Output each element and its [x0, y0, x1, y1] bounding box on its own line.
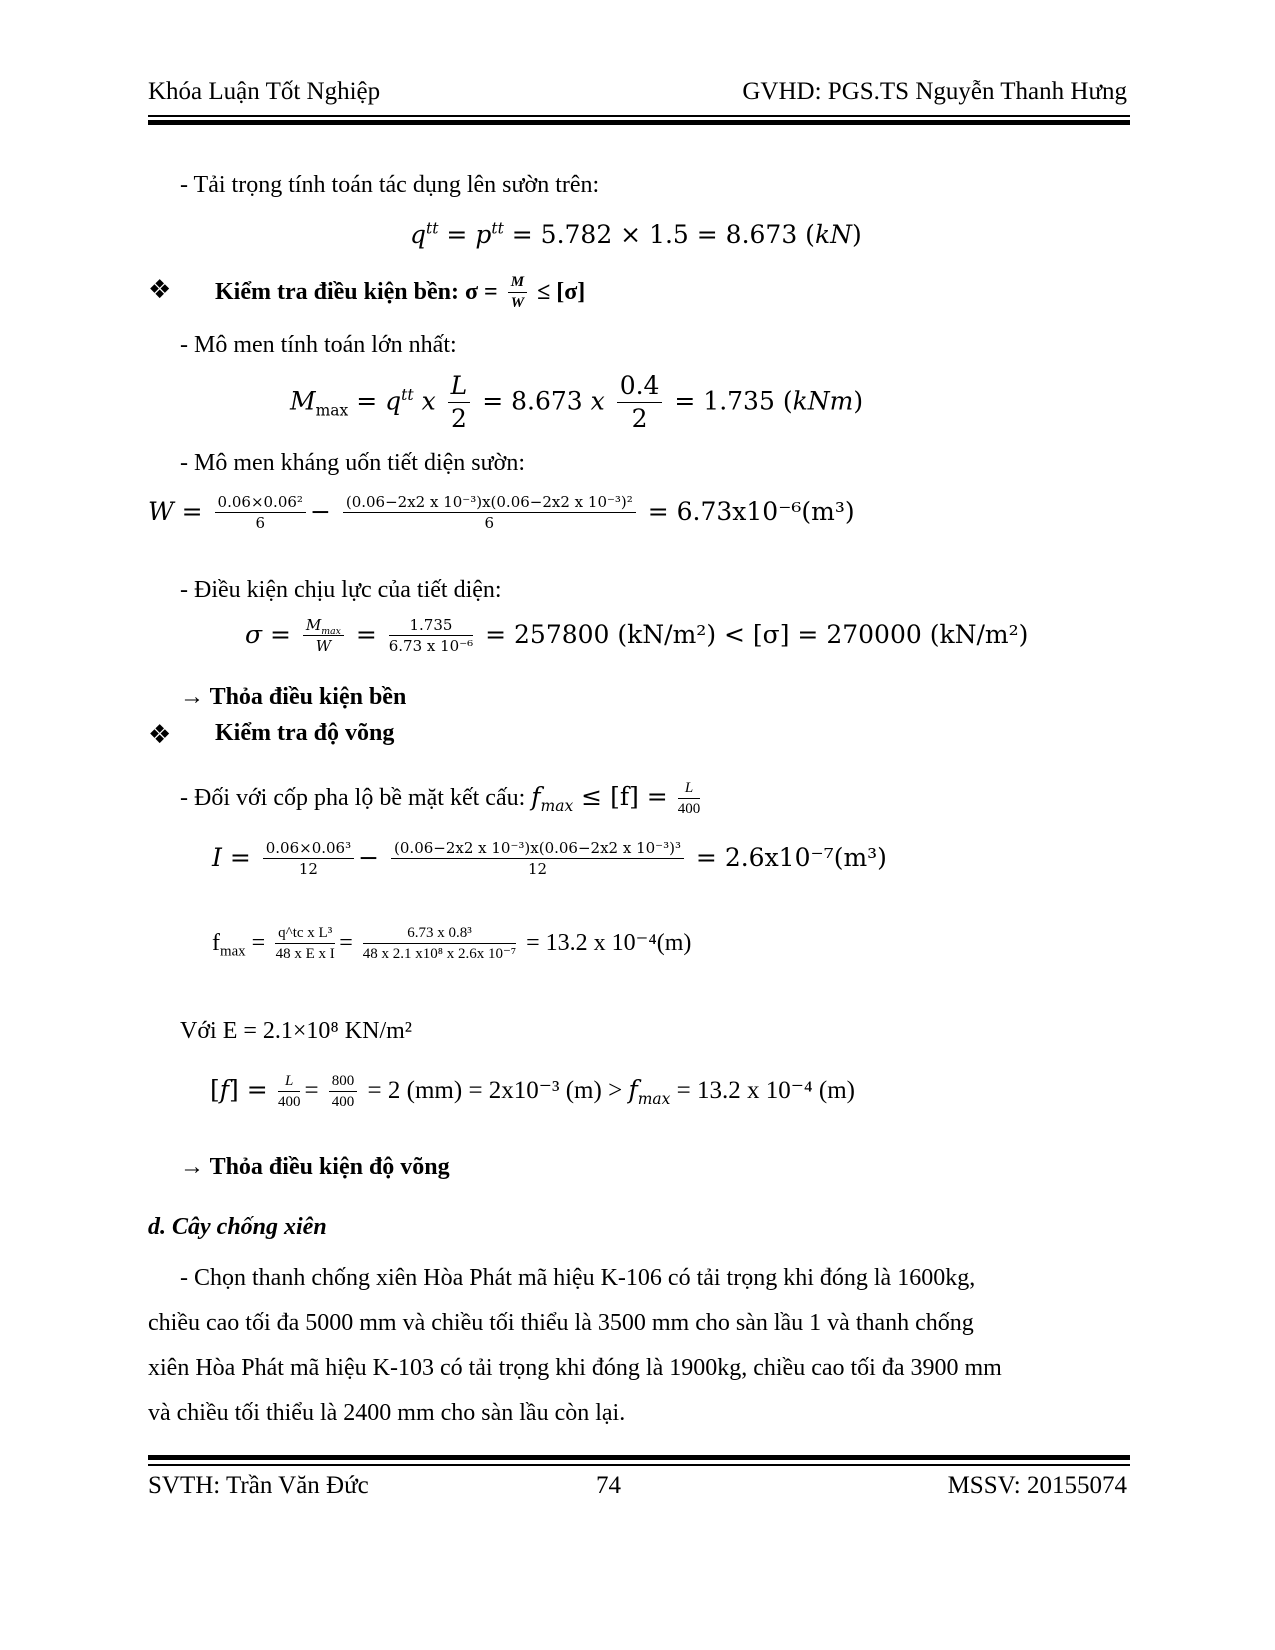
header-right: GVHD: PGS.TS Nguyễn Thanh Hưng — [742, 78, 1127, 105]
bullet-diamond-icon: ❖ — [148, 720, 172, 750]
paragraph-line: - Chọn thanh chống xiên Hòa Phát mã hiệu K-106 có tải trọng khi đóng là 1600kg, — [180, 1265, 976, 1291]
bullet-diamond-icon: ❖ — [148, 275, 172, 305]
section-heading-d: d. Cây chống xiên — [148, 1214, 327, 1240]
equation-w: W = $\frac{\text{0.06×0.06²}}{6}$ − $\frac{\text{(0.06−2x2 x 10⁻³)x(0.06−2x2 x 10⁻³)²}}{6}$ = 6.73x10⁻⁶(m³) — [148, 493, 855, 533]
heading-deflection-check: Kiểm tra độ võng — [215, 720, 395, 746]
equation-deflection-final: [f] = $\frac{L}{400}$ = $\frac{800}{400}$ = 2 (mm) = 2x10⁻³ $(m) > f_{max} = 13.2$ x 10⁻⁴ (m) — [210, 1073, 855, 1111]
paragraph-line: xiên Hòa Phát mã hiệu K-103 có tải trọng khi đóng là 1900kg, chiều cao tối đa 3900 mm — [148, 1355, 1002, 1381]
equation-f-max: $f_{max}$ = $\frac{\text{q\textasciicircum{}tc x L³}}{\text{48 x E x I}}$ = $\frac{\text{6.73 x 0.8³}}{\text{48 x 2.1 x10⁸ x 2.6x 10⁻⁷}}$ = 13.2 x 10⁻⁴(m) — [212, 925, 692, 963]
footer-right: MSSV: 20155074 — [947, 1472, 1127, 1499]
text-stress-condition: - Điều kiện chịu lực của tiết diện: — [180, 577, 502, 603]
heading-strength-check: Kiểm tra điều kiện bền: σ = $\frac{M}{W}$ ≤ [σ] — [215, 274, 586, 312]
text-deflection-condition: - Đối với cốp pha lộ bề mặt kết cấu: $f_{max} \le [f]$ = $\frac{L}{400}$ — [180, 780, 701, 818]
equation-i: I = $\frac{\text{0.06×0.06³}}{12}$ − $\frac{\text{(0.06−2x2 x 10⁻³)x(0.06−2x2 x 10⁻³)³}}{12}$ = 2.6x10⁻⁷(m³) — [212, 839, 887, 879]
footer-rule-thick — [148, 1455, 1130, 1460]
header-left: Khóa Luận Tốt Nghiệp — [148, 78, 381, 105]
text-section-modulus: - Mô men kháng uốn tiết diện sườn: — [180, 450, 525, 476]
paragraph-line: và chiều tối thiểu là 2400 mm cho sàn lầu còn lại. — [148, 1400, 626, 1426]
text-with-e: Với E = 2.1×10⁸ KN/m² — [180, 1018, 412, 1044]
equation-q: $q^{tt} = p^{tt} = 5.782 \times 1.5 = 8.673$ (kN) — [410, 219, 862, 249]
header-rule-thick — [148, 120, 1130, 125]
result-strength-ok: → Thỏa điều kiện bền — [180, 684, 407, 710]
page-number: 74 — [596, 1472, 621, 1499]
text-max-moment: - Mô men tính toán lớn nhất: — [180, 332, 457, 358]
paragraph-line: chiều cao tối đa 5000 mm và chiều tối thiểu là 3500 mm cho sàn lầu 1 và thanh chống — [148, 1310, 974, 1336]
footer-rule-thin — [148, 1464, 1130, 1466]
equation-sigma: σ = $\frac{M_{max}}{W}$ = $\frac{1.735}{\text{6.73 x 10⁻⁶}}$ = 257800 (kN/m²) < [σ] = 270000 (kN/m²) — [245, 616, 1029, 656]
footer-left: SVTH: Trần Văn Đức — [148, 1472, 369, 1499]
text-load: - Tải trọng tính toán tác dụng lên sườn trên: — [180, 172, 600, 198]
equation-m-max: $M_{max} = q^{tt}$ x $\frac{L}{2}$ = 8.673 x $\frac{0.4}{2}$ = 1.735 (kNm) — [290, 371, 864, 433]
result-deflection-ok: → Thỏa điều kiện độ võng — [180, 1154, 450, 1180]
header-rule-thin — [148, 115, 1130, 117]
